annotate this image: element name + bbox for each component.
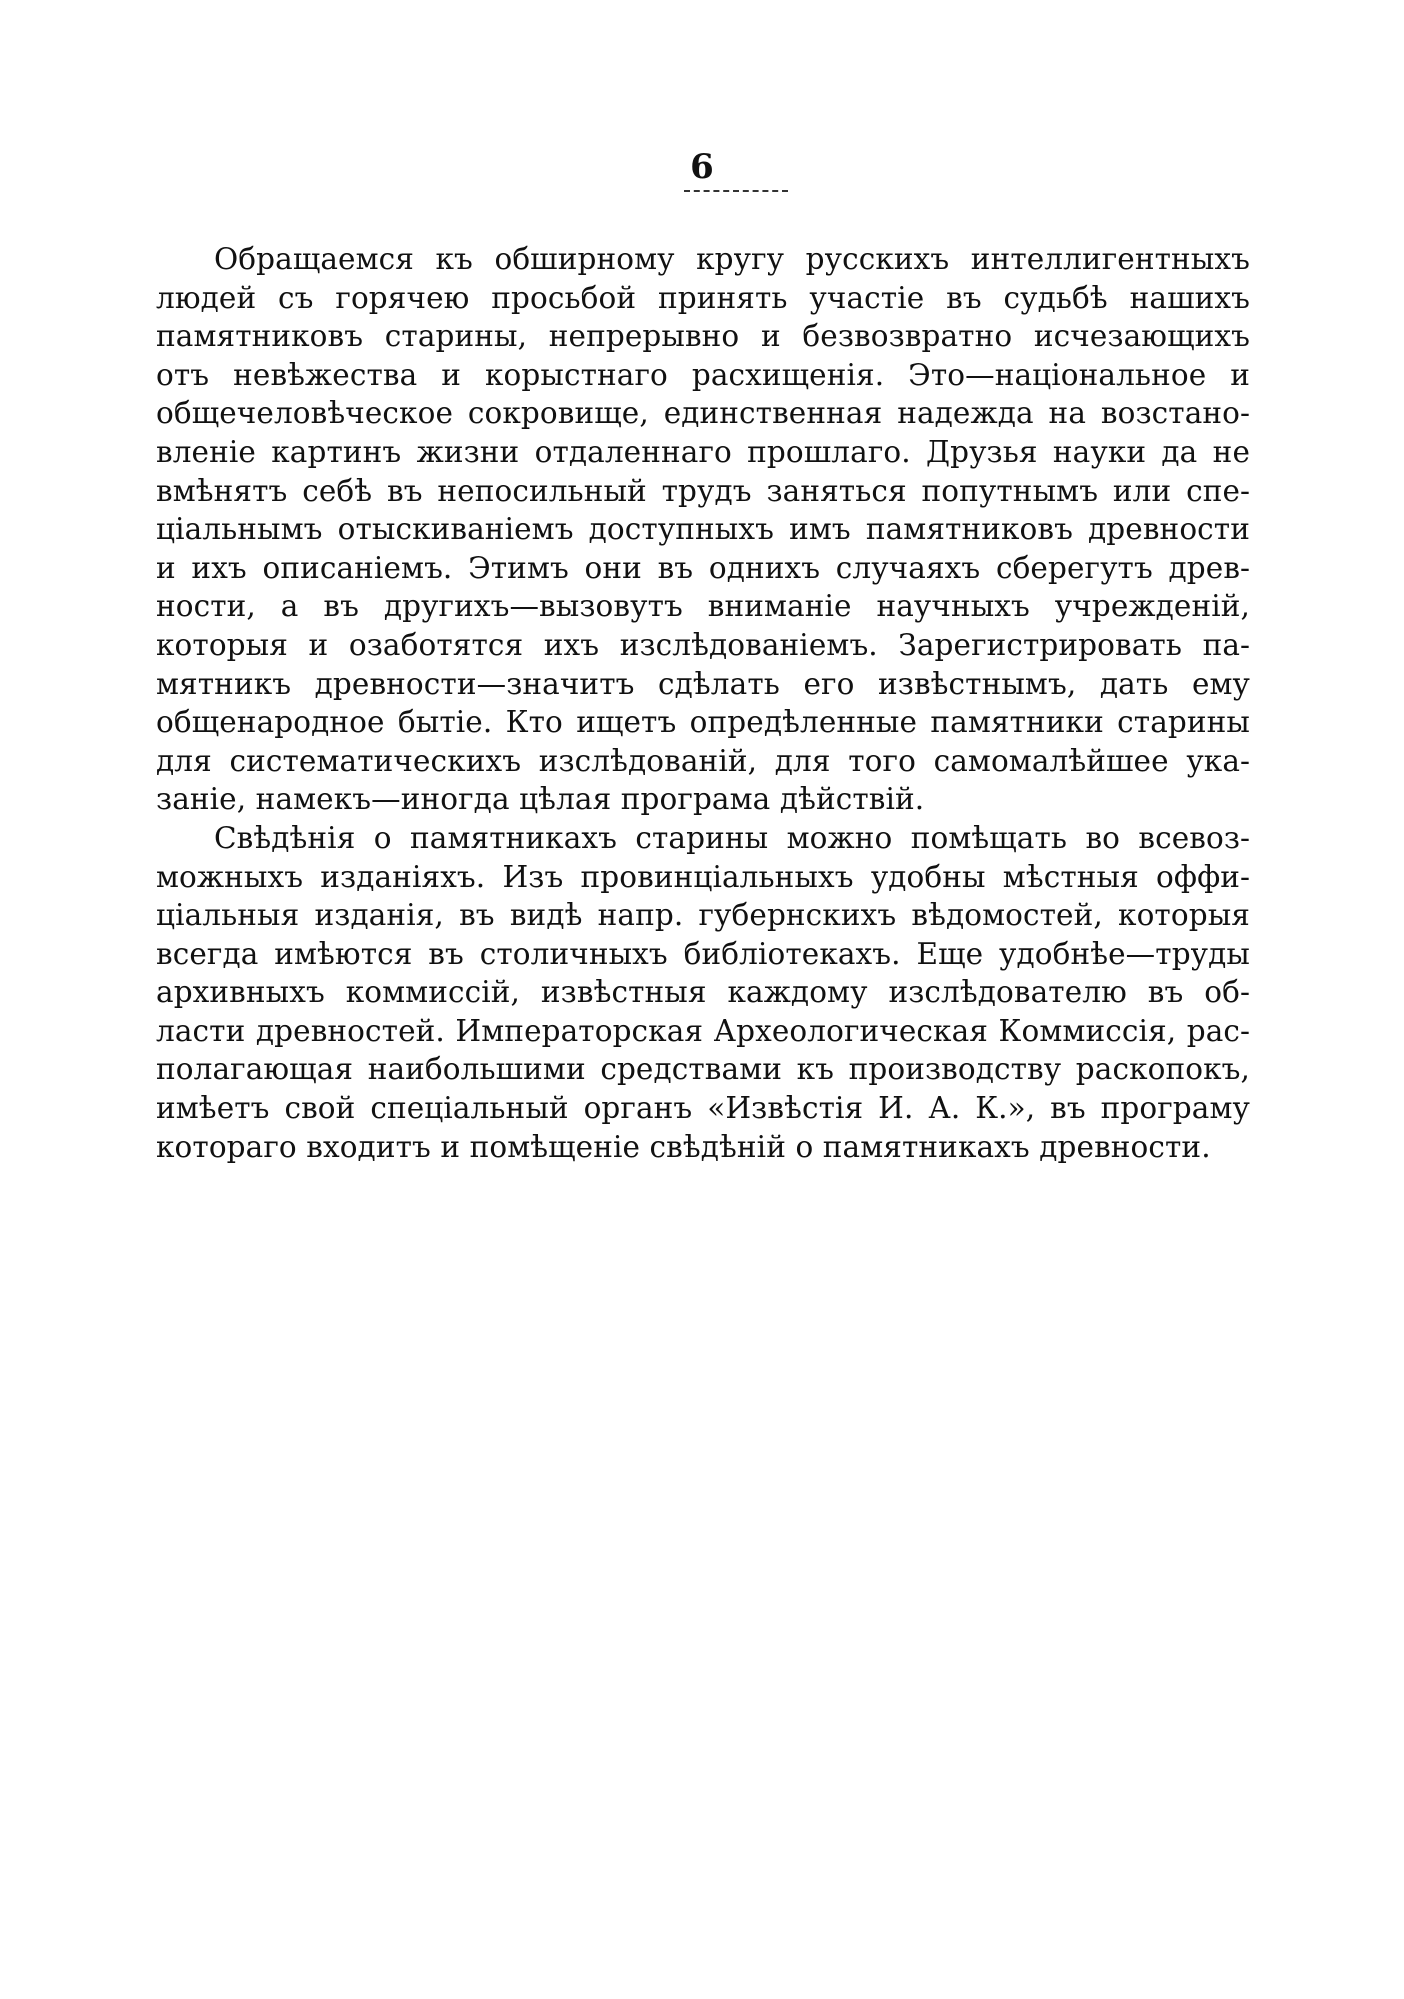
- header-divider: [684, 190, 788, 192]
- paragraph-1: Обращаемся къ обширному кругу русскихъ интеллигентныхъ людей съ горячею просьбой принять участіе въ судьбѣ нашихъ памятниковъ старины, непрерывно и безвозвратно исчезающихъ отъ невѣжества и корыстнаго расхищенія. Это—національное и общечеловѣческое сокровище, единственная надежда на возстановленіе картинъ жизни отдаленнаго прошлаго. Друзья науки да не вмѣнятъ себѣ въ непосильный трудъ заняться попутнымъ или спеціальнымъ отыскиваніемъ доступныхъ имъ памятниковъ древности и ихъ описаніемъ. Этимъ они въ однихъ случаяхъ сберегутъ древности, а въ другихъ—вызовутъ вниманіе научныхъ учрежденій, которыя и озаботятся ихъ изслѣдованіемъ. Зарегистрировать памятникъ древности—значитъ сдѣлать его извѣстнымъ, дать ему общенародное бытіе. Кто ищетъ опредѣленные памятники старины для систематическихъ изслѣдованій, для того самомалѣйшее указаніе, намекъ—иногда цѣлая програма дѣйствій.: [156, 242, 1250, 817]
- page-header: [0, 148, 1404, 186]
- body-text: [156, 240, 1250, 1166]
- page-number: 6: [690, 147, 714, 187]
- paragraph-2: Свѣдѣнія о памятникахъ старины можно помѣщать во всевозможныхъ изданіяхъ. Изъ провинціальныхъ удобны мѣстныя оффиціальныя изданія, въ видѣ напр. губернскихъ вѣдомостей, которыя всегда имѣются въ столичныхъ библіотекахъ. Еще удобнѣе—труды архивныхъ коммиссій, извѣстныя каждому изслѣдователю въ области древностей. Императорская Археологическая Коммиссія, располагающая наибольшими средствами къ производству раскопокъ, имѣетъ свой спеціальный органъ «Извѣстія И. А. К.», въ програму котораго входитъ и помѣщеніе свѣдѣній о памятникахъ древности.: [156, 820, 1250, 1164]
